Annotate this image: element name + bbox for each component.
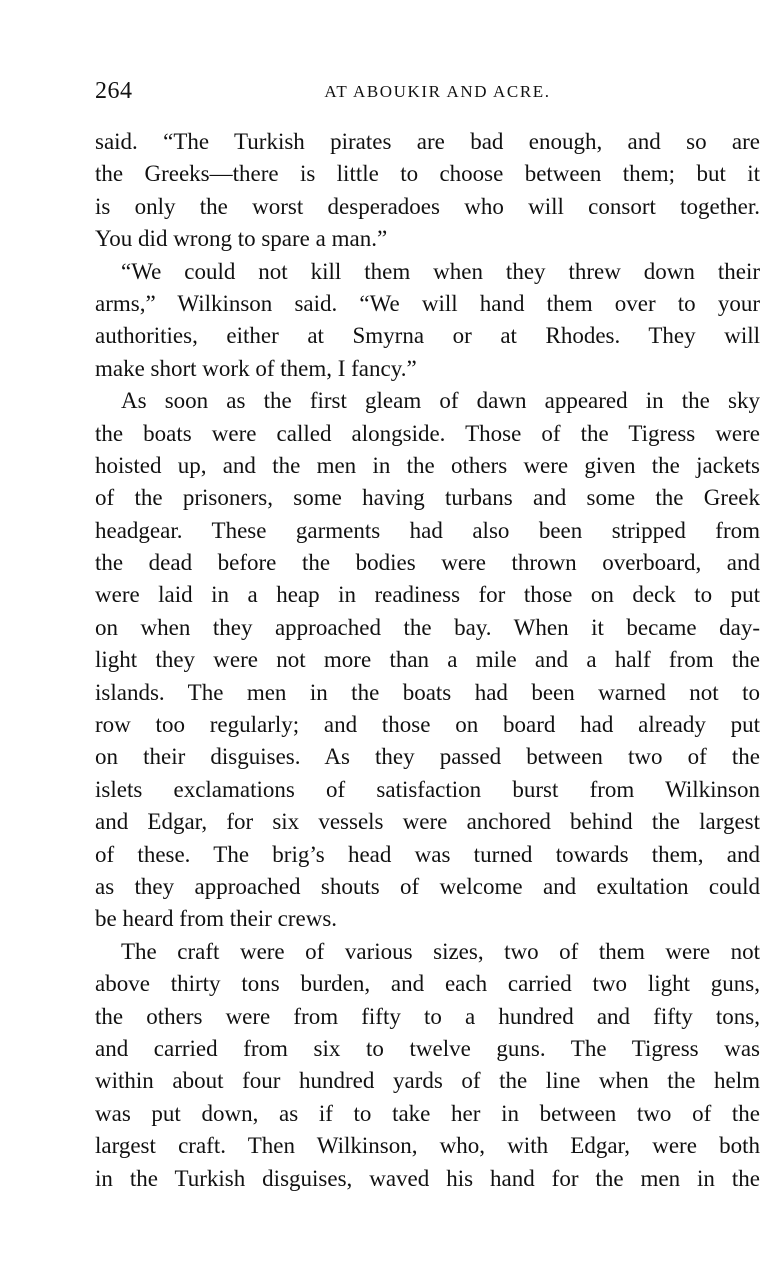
text-line: authorities, either at Smyrna or at Rhodes. They will [95, 323, 760, 349]
paragraph-3 [95, 385, 760, 936]
text-line: largest craft. Then Wilkinson, who, with Edgar, were both [95, 1133, 760, 1159]
page-header [95, 76, 760, 106]
text-line: above thirty tons burden, and each carried two light guns, [95, 971, 760, 997]
text-line: make short work of them, I fancy.” [95, 355, 417, 381]
body-text [95, 126, 760, 1195]
text-line: the others were from fifty to a hundred and fifty tons, [95, 1003, 760, 1029]
text-line: of these. The brig’s head was turned towards them, and [95, 841, 760, 867]
text-line: of the prisoners, some having turbans and some the Greek [95, 485, 760, 511]
text-line: “We could not kill them when they threw down their [121, 258, 760, 284]
text-line: light they were not more than a mile and a half from the [95, 647, 760, 673]
text-line: the dead before the bodies were thrown overboard, and [95, 550, 760, 576]
text-line: is only the worst desperadoes who will consort together. [95, 193, 760, 219]
paragraph-2 [95, 256, 760, 386]
text-line: on their disguises. As they passed between two of the [95, 744, 760, 770]
text-line: The craft were of various sizes, two of them were not [121, 938, 760, 964]
page-number: 264 [95, 78, 133, 104]
text-line: headgear. These garments had also been stripped from [95, 517, 760, 543]
text-line: be heard from their crews. [95, 906, 338, 932]
text-line: were laid in a heap in readiness for those on deck to put [95, 582, 760, 608]
text-line: said. “The Turkish pirates are bad enough, and so are [95, 129, 760, 154]
text-line: and Edgar, for six vessels were anchored behind the largest [95, 809, 760, 835]
text-line: was put down, as if to take her in between two of the [95, 1100, 760, 1126]
text-line: arms,” Wilkinson said. “We will hand them over to your [95, 290, 760, 316]
text-line: hoisted up, and the men in the others were given the jackets [95, 452, 760, 478]
text-line: in the Turkish disguises, waved his hand for the men in the [95, 1165, 760, 1191]
text-line: within about four hundred yards of the line when the helm [95, 1068, 760, 1094]
text-line: the boats were called alongside. Those of the Tigress were [95, 420, 760, 446]
paragraph-1 [95, 126, 760, 256]
text-line: islands. The men in the boats had been warned not to [95, 679, 760, 705]
text-line: You did wrong to spare a man.” [95, 226, 388, 252]
text-line: as they approached shouts of welcome and exultation could [95, 873, 760, 899]
paragraph-4 [95, 936, 760, 1195]
text-line: islets exclamations of satisfaction burst from Wilkinson [95, 776, 760, 802]
text-line: and carried from six to twelve guns. The Tigress was [95, 1035, 760, 1061]
text-line: row too regularly; and those on board had already put [95, 712, 760, 738]
text-line: the Greeks—there is little to choose between them; but it [95, 161, 760, 187]
text-line: on when they approached the bay. When it became day- [95, 614, 760, 640]
text-line: As soon as the first gleam of dawn appeared in the sky [121, 388, 760, 414]
running-title: AT ABOUKIR AND ACRE. [324, 82, 551, 101]
